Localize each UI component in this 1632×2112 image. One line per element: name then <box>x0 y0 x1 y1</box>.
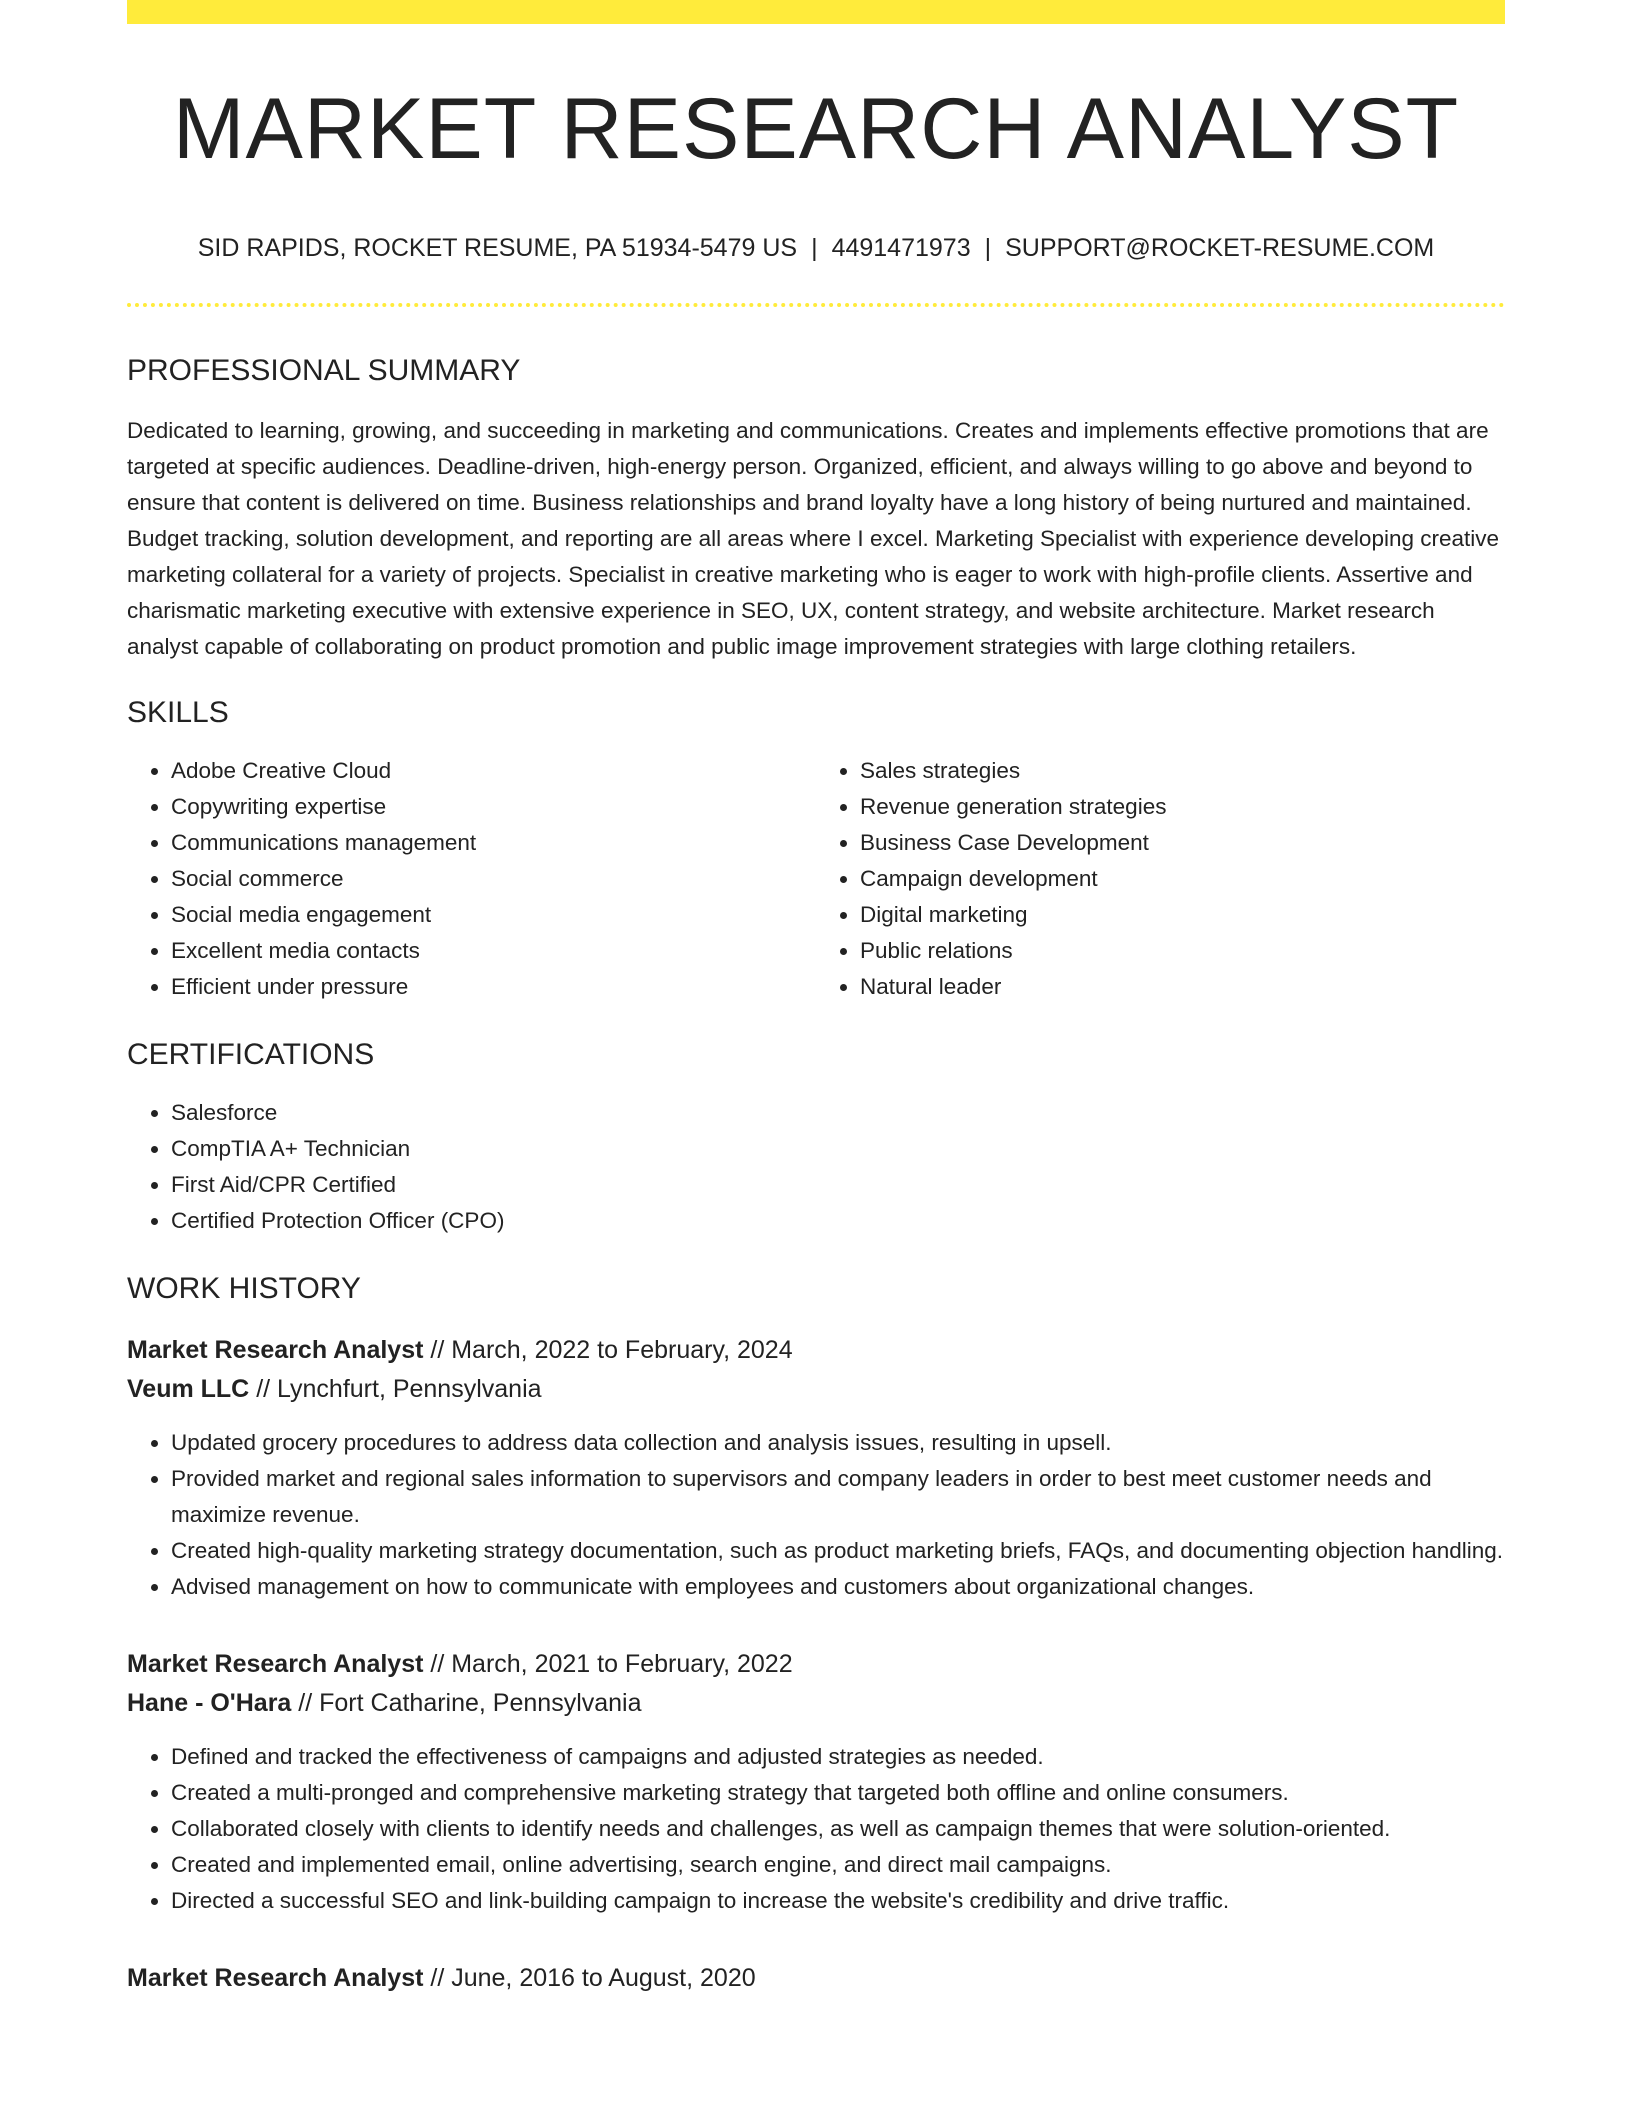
job-bullet: • Defined and tracked the effectiveness of campaigns and adjusted strategies as needed. <box>171 1739 1505 1775</box>
skills-list-left <box>127 753 816 1005</box>
certification-item: • Salesforce <box>171 1095 1505 1131</box>
skill-item: • Adobe Creative Cloud <box>171 753 816 789</box>
job-company: Veum LLC <box>127 1374 250 1403</box>
summary-heading: PROFESSIONAL SUMMARY <box>127 353 521 387</box>
skills-columns <box>127 753 1505 1005</box>
contact-phone: 4491471973 <box>831 233 971 262</box>
job-bullet: • Created high-quality marketing strategy documentation, such as product marketing briefs, FAQs, and documenting objection handling. <box>171 1533 1505 1569</box>
skill-item: • Business Case Development <box>860 825 1505 861</box>
skill-item: • Natural leader <box>860 969 1505 1005</box>
job-company-line <box>127 1370 1505 1409</box>
job-title-line <box>127 1959 1505 1998</box>
contact-separator: | <box>984 233 992 262</box>
job-company-line <box>127 1684 1505 1723</box>
contact-email: SUPPORT@ROCKET-RESUME.COM <box>1005 233 1435 262</box>
job-location: // Fort Catharine, Pennsylvania <box>291 1688 642 1717</box>
certifications-heading: CERTIFICATIONS <box>127 1037 375 1071</box>
job-bullet: • Updated grocery procedures to address data collection and analysis issues, resulting in upsell. <box>171 1425 1505 1461</box>
skill-item: • Communications management <box>171 825 816 861</box>
skill-item: • Revenue generation strategies <box>860 789 1505 825</box>
job-title-line <box>127 1645 1505 1684</box>
skill-item: • Social media engagement <box>171 897 816 933</box>
job-title-line <box>127 1331 1505 1370</box>
job-bullet: • Provided market and regional sales information to supervisors and company leaders in order to best meet customer needs and maximize revenue. <box>171 1461 1505 1533</box>
job-bullet: • Collaborated closely with clients to identify needs and challenges, as well as campaign themes that were solution-oriented. <box>171 1811 1505 1847</box>
work-history-heading: WORK HISTORY <box>127 1271 361 1305</box>
dotted-divider <box>127 303 1505 307</box>
skill-item: • Efficient under pressure <box>171 969 816 1005</box>
job-dates: // March, 2022 to February, 2024 <box>423 1335 793 1364</box>
job-dates: // June, 2016 to August, 2020 <box>423 1963 756 1992</box>
job-company: Hane - O'Hara <box>127 1688 292 1717</box>
contact-address: SID RAPIDS, ROCKET RESUME, PA 51934-5479 US <box>197 233 798 262</box>
skill-item: • Sales strategies <box>860 753 1505 789</box>
job-bullets <box>127 1425 1505 1605</box>
job-bullet: • Created a multi-pronged and comprehensive marketing strategy that targeted both offline and online consumers. <box>171 1775 1505 1811</box>
contact-line <box>127 233 1505 263</box>
job-entry <box>127 1331 1505 1605</box>
page-title: MARKET RESEARCH ANALYST <box>172 81 1460 177</box>
top-accent-bar <box>127 0 1505 24</box>
summary-text: Dedicated to learning, growing, and succeeding in marketing and communications. Creates and implements effective promotions that are targeted at specific audiences. Deadline-driven, high-energy person. Organized, efficient, and always willing to go above and beyond to ensure that content is delivered on time. Business relationships and brand loyalty have a long history of being nurtured and maintained. Budget tracking, solution development, and reporting are all areas where I excel. Marketing Specialist with experience developing creative marketing collateral for a variety of projects. Specialist in creative marketing who is eager to work with high-profile clients. Assertive and charismatic marketing executive with extensive experience in SEO, UX, content strategy, and website architecture. Market research analyst capable of collaborating on product promotion and public image improvement strategies with large clothing retailers. <box>127 417 1500 659</box>
job-role: Market Research Analyst <box>127 1335 424 1364</box>
job-entry <box>127 1645 1505 1919</box>
skill-item: • Excellent media contacts <box>171 933 816 969</box>
contact-separator: | <box>811 233 818 262</box>
skill-item: • Campaign development <box>860 861 1505 897</box>
job-bullet: • Advised management on how to communicate with employees and customers about organizational changes. <box>171 1569 1505 1605</box>
resume-page <box>127 0 1505 1998</box>
skills-list-right <box>816 753 1505 1005</box>
skill-item: • Social commerce <box>171 861 816 897</box>
skill-item: • Copywriting expertise <box>171 789 816 825</box>
certification-item: • CompTIA A+ Technician <box>171 1131 1505 1167</box>
job-role: Market Research Analyst <box>127 1649 424 1678</box>
skills-heading: SKILLS <box>127 695 229 729</box>
job-role: Market Research Analyst <box>127 1963 424 1992</box>
job-entry <box>127 1959 1505 1998</box>
certifications-list <box>127 1095 1505 1239</box>
job-bullets <box>127 1739 1505 1919</box>
job-bullet: • Directed a successful SEO and link-building campaign to increase the website's credibility and drive traffic. <box>171 1883 1505 1919</box>
skill-item: • Public relations <box>860 933 1505 969</box>
certification-item: • Certified Protection Officer (CPO) <box>171 1203 1505 1239</box>
job-location: // Lynchfurt, Pennsylvania <box>249 1374 542 1403</box>
skill-item: • Digital marketing <box>860 897 1505 933</box>
certification-item: • First Aid/CPR Certified <box>171 1167 1505 1203</box>
job-bullet: • Created and implemented email, online advertising, search engine, and direct mail campaigns. <box>171 1847 1505 1883</box>
job-dates: // March, 2021 to February, 2022 <box>423 1649 793 1678</box>
